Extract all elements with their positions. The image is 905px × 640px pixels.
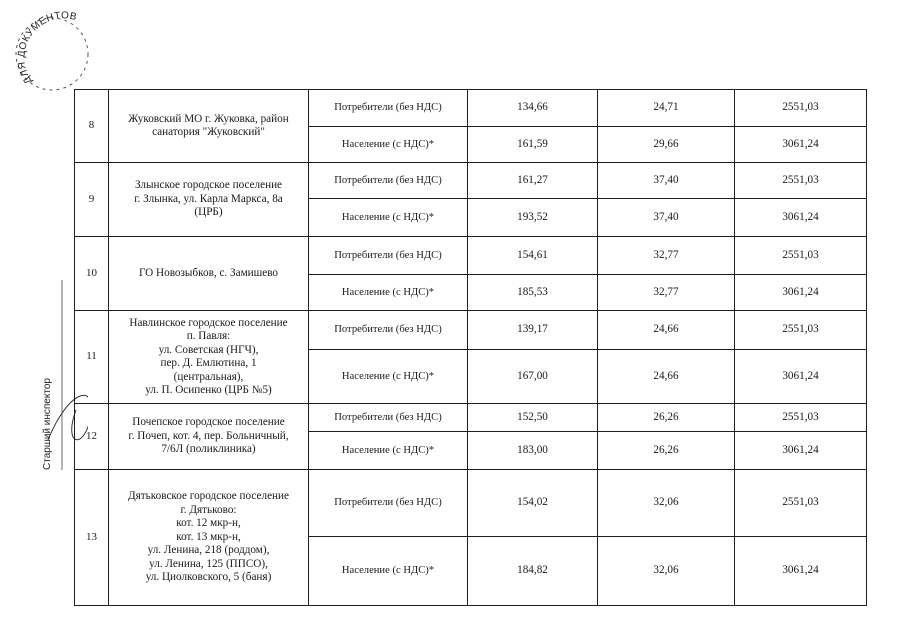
table-row [75, 163, 867, 199]
area-line: Жуковский МО г. Жуковка, район [128, 112, 289, 125]
value-cell: 26,26 [598, 432, 735, 470]
consumer-cell: Потребители (без НДС) [309, 470, 468, 537]
value-cell: 161,59 [468, 127, 598, 163]
area-line: г. Злынка, ул. Карла Маркса, 8а [134, 192, 283, 205]
inspector-stamp-text: Старший инспектор [42, 378, 53, 470]
value-cell: 154,02 [468, 470, 598, 537]
value-cell: 2551,03 [735, 237, 867, 275]
value-cell: 193,52 [468, 199, 598, 237]
area-cell [109, 90, 309, 163]
value-cell: 154,61 [468, 237, 598, 275]
value-cell: 24,71 [598, 90, 735, 127]
row-number: 13 [75, 470, 109, 606]
area-line: пер. Д. Емлютина, 1 [160, 357, 257, 369]
value-cell: 152,50 [468, 404, 598, 432]
area-line: ул. П. Осипенко (ЦРБ №5) [145, 384, 272, 396]
value-cell: 32,77 [598, 237, 735, 275]
value-cell: 139,17 [468, 311, 598, 350]
consumer-cell: Потребители (без НДС) [309, 163, 468, 199]
area-line: п. Павля: [186, 330, 231, 342]
table-row [75, 311, 867, 350]
value-cell: 37,40 [598, 163, 735, 199]
table-row [75, 470, 867, 537]
value-cell: 3061,24 [735, 350, 867, 404]
value-cell: 3061,24 [735, 275, 867, 311]
area-line: Злынское городское поселение [134, 179, 283, 192]
value-cell: 32,06 [598, 470, 735, 537]
value-cell: 3061,24 [735, 537, 867, 606]
row-number: 8 [75, 90, 109, 163]
area-line: г. Дятьково: [180, 503, 237, 516]
area-line: Почепское городское поселение [132, 416, 285, 429]
value-cell: 29,66 [598, 127, 735, 163]
area-line: Дятьковское городское поселение [128, 490, 289, 503]
area-line: ул. Ленина, 218 (роддом), [147, 544, 270, 557]
area-line: 7/6Л (поликлиника) [161, 443, 256, 456]
row-number: 11 [75, 311, 109, 404]
area-cell [109, 470, 309, 606]
value-cell: 32,77 [598, 275, 735, 311]
value-cell: 183,00 [468, 432, 598, 470]
table-row [75, 237, 867, 275]
area-cell [109, 404, 309, 470]
value-cell: 26,26 [598, 404, 735, 432]
area-line: ул. Ленина, 125 (ППСО), [149, 557, 268, 570]
area-line: ул. Советская (НГЧ), [158, 343, 259, 356]
consumer-cell: Население (с НДС)* [309, 199, 468, 237]
value-cell: 3061,24 [735, 432, 867, 470]
consumer-cell: Потребители (без НДС) [309, 311, 468, 350]
area-cell [109, 163, 309, 237]
value-cell: 134,66 [468, 90, 598, 127]
stamp-text: ДЛЯ ДОКУМЕНТОВ [16, 10, 79, 86]
value-cell: 2551,03 [735, 163, 867, 199]
table-row [75, 404, 867, 432]
consumer-cell: Население (с НДС)* [309, 537, 468, 606]
value-cell: 37,40 [598, 199, 735, 237]
consumer-cell: Потребители (без НДС) [309, 404, 468, 432]
value-cell: 3061,24 [735, 127, 867, 163]
area-line: г. Почеп, кот. 4, пер. Больничный, [128, 429, 289, 442]
value-cell: 185,53 [468, 275, 598, 311]
area-cell [109, 237, 309, 311]
consumer-cell: Население (с НДС)* [309, 432, 468, 470]
value-cell: 161,27 [468, 163, 598, 199]
area-line: (центральная), [173, 370, 244, 383]
tariff-table [74, 89, 867, 606]
value-cell: 24,66 [598, 311, 735, 350]
consumer-cell: Население (с НДС)* [309, 350, 468, 404]
value-cell: 3061,24 [735, 199, 867, 237]
value-cell: 2551,03 [735, 404, 867, 432]
area-line: (ЦРБ) [194, 206, 223, 219]
value-cell: 24,66 [598, 350, 735, 404]
area-line: ГО Новозыбков, с. Замишево [138, 266, 279, 279]
area-line: кот. 12 мкр-н, [176, 517, 241, 530]
area-line: Навлинское городское поселение [129, 316, 288, 329]
value-cell: 2551,03 [735, 470, 867, 537]
consumer-cell: Население (с НДС)* [309, 127, 468, 163]
area-line: ул. Циолковского, 5 (баня) [145, 571, 272, 584]
value-cell: 32,06 [598, 537, 735, 606]
consumer-cell: Потребители (без НДС) [309, 90, 468, 127]
row-number: 10 [75, 237, 109, 311]
row-number: 12 [75, 404, 109, 470]
row-number: 9 [75, 163, 109, 237]
value-cell: 167,00 [468, 350, 598, 404]
value-cell: 184,82 [468, 537, 598, 606]
area-line: кот. 13 мкр-н, [176, 530, 241, 543]
table-row [75, 90, 867, 127]
consumer-cell: Население (с НДС)* [309, 275, 468, 311]
area-cell [109, 311, 309, 404]
value-cell: 2551,03 [735, 311, 867, 350]
consumer-cell: Потребители (без НДС) [309, 237, 468, 275]
value-cell: 2551,03 [735, 90, 867, 127]
area-line: санатория "Жуковский" [152, 126, 265, 138]
